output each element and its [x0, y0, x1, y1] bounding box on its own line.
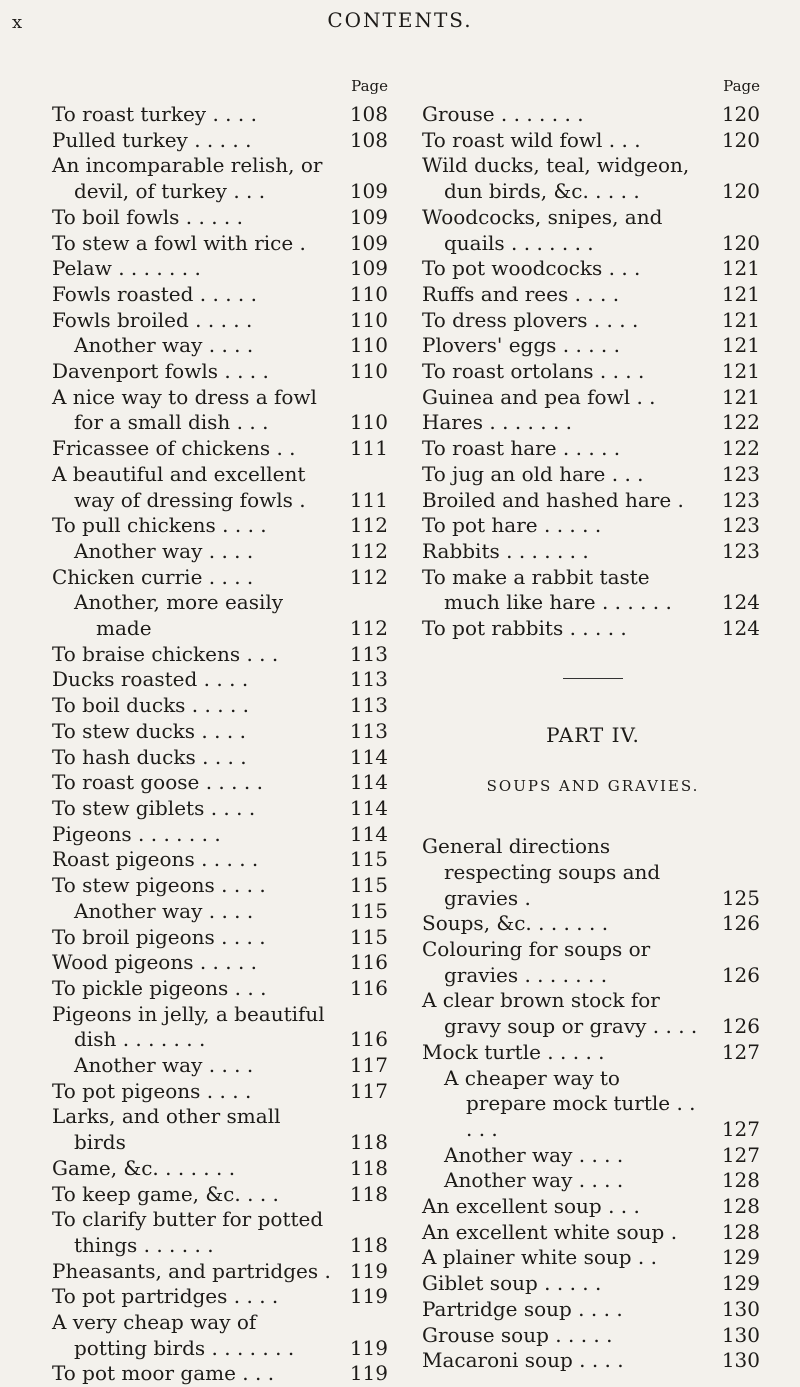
toc-entry	[52, 976, 392, 1002]
entry-title: Macaroni soup . . . .	[422, 1348, 624, 1373]
entry-title: To pot rabbits . . . . .	[422, 616, 627, 641]
entry-page: 116	[349, 1027, 388, 1052]
toc-entry	[422, 102, 764, 128]
entry-title: Fricassee of chickens . .	[52, 436, 296, 461]
entry-title: Giblet soup . . . . .	[422, 1271, 602, 1296]
entry-title: To pot woodcocks . . .	[422, 256, 641, 281]
entry-title: Pulled turkey . . . . .	[52, 127, 252, 152]
toc-entry	[422, 1143, 764, 1169]
entry-page: 112	[349, 513, 388, 538]
entry-title: An incomparable relish, or devil, of turkey . . .	[52, 153, 323, 204]
entry-title: General directions respecting soups and gravies .	[422, 834, 661, 910]
entry-page: 121	[721, 307, 760, 332]
entry-page: 108	[349, 102, 388, 126]
toc-entry	[422, 205, 764, 256]
toc-entry	[422, 282, 764, 308]
entry-title: To stew a fowl with rice .	[52, 230, 306, 255]
entry-title: Guinea and pea fowl . .	[422, 384, 656, 409]
toc-entry	[422, 1066, 764, 1143]
toc-entry	[52, 308, 392, 334]
entry-title: To pot pigeons . . . .	[52, 1078, 252, 1103]
entry-page: 128	[721, 1168, 760, 1193]
toc-entry	[52, 1361, 392, 1387]
entry-page: 123	[721, 538, 760, 563]
entry-page: 115	[349, 898, 388, 923]
entry-title: To pot hare . . . . .	[422, 513, 602, 538]
toc-entry	[52, 1284, 392, 1310]
toc-entry	[422, 911, 764, 937]
entry-title: To clarify butter for potted things . . . . . .	[52, 1207, 324, 1257]
entry-title: A plainer white soup . .	[422, 1245, 657, 1270]
toc-entry	[422, 937, 764, 988]
entry-page: 130	[721, 1348, 760, 1373]
entry-page: 111	[349, 487, 388, 512]
toc-entry	[52, 642, 392, 668]
entry-title: Roast pigeons . . . . .	[52, 847, 259, 872]
toc-entry	[52, 1079, 392, 1105]
entry-title: To pot partridges . . . .	[52, 1284, 279, 1309]
entry-title: A beautiful and excellent way of dressing fowls .	[52, 461, 306, 512]
entry-title: Mock turtle . . . . .	[422, 1039, 605, 1064]
entry-title: Woodcocks, snipes, and quails . . . . . . .	[422, 204, 663, 255]
entry-title: To stew giblets . . . .	[52, 795, 256, 820]
entry-title: Hares . . . . . . .	[422, 410, 573, 435]
entry-page: 113	[349, 693, 388, 718]
toc-entry	[52, 231, 392, 257]
page-number: x	[12, 12, 23, 33]
entry-page: 120	[721, 127, 760, 152]
entry-page: 121	[721, 256, 760, 281]
entry-title: To jug an old hare . . .	[422, 461, 644, 486]
entry-page: 127	[721, 1142, 760, 1167]
toc-entry	[52, 256, 392, 282]
entry-page: 120	[721, 102, 760, 126]
entry-title: To hash ducks . . . .	[52, 744, 247, 769]
entry-page: 120	[721, 230, 760, 255]
entry-title: Partridge soup . . . .	[422, 1296, 623, 1321]
toc-entry	[52, 359, 392, 385]
entry-page: 118	[349, 1232, 388, 1257]
entry-title: Pheasants, and partridges .	[52, 1258, 331, 1283]
entry-title: Pigeons . . . . . . .	[52, 821, 221, 846]
entry-title: An excellent soup . . .	[422, 1194, 640, 1219]
toc-entry	[52, 693, 392, 719]
entry-title: To roast turkey . . . .	[52, 102, 257, 126]
toc-entry	[52, 1259, 392, 1285]
toc-entry	[52, 1002, 392, 1053]
entry-page: 109	[349, 256, 388, 281]
entry-page: 110	[349, 359, 388, 384]
entry-title: Grouse soup . . . . .	[422, 1322, 613, 1347]
entry-title: A cheaper way to prepare mock turtle . . . . .	[444, 1065, 696, 1141]
toc-entry	[52, 719, 392, 745]
entry-title: To braise chickens . . .	[52, 641, 279, 666]
entry-page: 123	[721, 513, 760, 538]
entry-page: 129	[721, 1245, 760, 1270]
entry-page: 116	[349, 950, 388, 975]
toc-entry	[52, 899, 392, 925]
page-label: Page	[351, 77, 388, 95]
toc-entry	[422, 539, 764, 565]
entry-page: 123	[721, 487, 760, 512]
entry-title: To boil ducks . . . . .	[52, 693, 250, 718]
toc-entry	[52, 1053, 392, 1079]
entry-title: A clear brown stock for gravy soup or gravy . . . .	[422, 988, 698, 1039]
entry-title: Chicken currie . . . .	[52, 564, 254, 589]
entry-page: 121	[721, 333, 760, 358]
entry-page: 116	[349, 975, 388, 1000]
entry-title: Fowls roasted . . . . .	[52, 281, 257, 306]
toc-entry	[52, 770, 392, 796]
toc-entry	[52, 128, 392, 154]
toc-entry	[422, 488, 764, 514]
toc-entry	[422, 565, 764, 616]
toc-entry	[422, 462, 764, 488]
entry-title: Davenport fowls . . . .	[52, 359, 269, 384]
entry-page: 130	[721, 1322, 760, 1347]
entry-title: To stew pigeons . . . .	[52, 873, 266, 898]
entry-page: 114	[349, 821, 388, 846]
entry-title: To keep game, &c. . . .	[52, 1181, 279, 1206]
toc-entry	[52, 333, 392, 359]
entry-title: Larks, and other small birds	[52, 1104, 281, 1155]
toc-entry	[52, 1182, 392, 1208]
entry-title: Wild ducks, teal, widgeon, dun birds, &c. . . . .	[422, 153, 690, 204]
toc-entry	[422, 256, 764, 282]
toc-entry	[52, 102, 392, 128]
entry-list	[422, 834, 764, 1374]
toc-entry	[52, 1156, 392, 1182]
entry-title: To pickle pigeons . . .	[52, 975, 267, 1000]
page-title: CONTENTS.	[327, 8, 473, 32]
entry-page: 117	[349, 1053, 388, 1078]
entry-title: To stew ducks . . . .	[52, 718, 246, 743]
entry-page: 129	[721, 1271, 760, 1296]
toc-entry	[422, 1040, 764, 1066]
entry-page: 114	[349, 795, 388, 820]
left-column	[52, 78, 392, 1387]
entry-page: 113	[349, 718, 388, 743]
toc-entry	[422, 1271, 764, 1297]
toc-entry	[422, 1194, 764, 1220]
entry-page: 115	[349, 847, 388, 872]
entry-title: Rabbits . . . . . . .	[422, 538, 589, 563]
entry-title: Another way . . . .	[74, 538, 254, 563]
entry-page: 123	[721, 461, 760, 486]
toc-entry	[422, 333, 764, 359]
entry-page: 118	[349, 1130, 388, 1155]
toc-entry	[422, 436, 764, 462]
toc-entry	[52, 205, 392, 231]
entry-page: 127	[721, 1039, 760, 1064]
entry-title: Fowls broiled . . . . .	[52, 307, 253, 332]
toc-entry	[422, 1245, 764, 1271]
section-divider	[563, 678, 623, 679]
toc-entry	[52, 925, 392, 951]
entry-page: 126	[721, 1014, 760, 1039]
entry-page: 124	[721, 590, 760, 615]
entry-page: 118	[349, 1181, 388, 1206]
entry-page: 109	[349, 204, 388, 229]
entry-page: 121	[721, 359, 760, 384]
entry-title: To pull chickens . . . .	[52, 513, 267, 538]
entry-title: Broiled and hashed hare .	[422, 487, 684, 512]
entry-page: 121	[721, 281, 760, 306]
toc-entry	[52, 667, 392, 693]
toc-entry	[422, 308, 764, 334]
entry-page: 117	[349, 1078, 388, 1103]
entry-title: Another way . . . .	[74, 898, 254, 923]
entry-page: 128	[721, 1219, 760, 1244]
entry-title: To make a rabbit taste much like hare . . . . . .	[422, 564, 672, 615]
entry-page: 126	[721, 962, 760, 987]
entry-title: An excellent white soup .	[422, 1219, 678, 1244]
entry-title: Another, more easily made	[74, 590, 284, 641]
entry-title: Colouring for soups or gravies . . . . . . .	[422, 936, 651, 987]
entry-title: Wood pigeons . . . . .	[52, 950, 258, 975]
entry-page: 110	[349, 281, 388, 306]
entry-title: A very cheap way of potting birds . . . . . . .	[52, 1310, 295, 1360]
entry-page: 110	[349, 333, 388, 358]
part-title: PART IV.	[546, 722, 640, 747]
toc-entry	[52, 796, 392, 822]
entry-list	[52, 102, 392, 1387]
entry-page: 130	[721, 1296, 760, 1321]
toc-entry	[422, 385, 764, 411]
toc-entry	[52, 1310, 392, 1361]
entry-page: 115	[349, 924, 388, 949]
entry-title: Another way . . . .	[74, 333, 254, 358]
entry-title: To roast ortolans . . . .	[422, 359, 645, 384]
entry-page: 119	[349, 1258, 388, 1283]
entry-title: To boil fowls . . . . .	[52, 204, 243, 229]
entry-title: Plovers' eggs . . . . .	[422, 333, 620, 358]
entry-page: 121	[721, 384, 760, 409]
entry-page: 128	[721, 1194, 760, 1219]
entry-page: 119	[349, 1335, 388, 1360]
entry-page: 114	[349, 744, 388, 769]
toc-entry	[52, 565, 392, 591]
entry-page: 120	[721, 179, 760, 204]
entry-title: To dress plovers . . . .	[422, 307, 639, 332]
entry-title: Grouse . . . . . . .	[422, 102, 584, 126]
toc-entry	[52, 847, 392, 873]
toc-entry	[422, 153, 764, 204]
toc-entry	[422, 1220, 764, 1246]
toc-entry	[52, 1207, 392, 1258]
toc-entry	[422, 988, 764, 1039]
entry-title: A nice way to dress a fowl for a small dish . . .	[52, 384, 317, 435]
toc-entry	[422, 410, 764, 436]
toc-entry	[422, 359, 764, 385]
entry-page: 110	[349, 307, 388, 332]
entry-title: Another way . . . .	[444, 1142, 624, 1167]
entry-page: 124	[721, 616, 760, 641]
entry-title: To roast wild fowl . . .	[422, 127, 641, 152]
toc-entry	[52, 282, 392, 308]
entry-page: 126	[721, 911, 760, 936]
entry-title: Pigeons in jelly, a beautiful dish . . . . . . .	[52, 1001, 325, 1052]
entry-page: 122	[721, 436, 760, 461]
entry-page: 114	[349, 770, 388, 795]
entry-page: 122	[721, 410, 760, 435]
toc-entry	[52, 462, 392, 513]
entry-page: 127	[721, 1116, 760, 1141]
entry-title: Ducks roasted . . . .	[52, 667, 249, 692]
entry-title: To pot moor game . . .	[52, 1361, 275, 1386]
toc-entry	[422, 1297, 764, 1323]
page-label: Page	[723, 77, 760, 95]
entry-title: Ruffs and rees . . . .	[422, 281, 620, 306]
entry-page: 109	[349, 230, 388, 255]
entry-page: 125	[721, 885, 760, 910]
entry-title: Another way . . . .	[444, 1168, 624, 1193]
entry-page: 108	[349, 127, 388, 152]
toc-entry	[52, 950, 392, 976]
entry-title: To roast goose . . . . .	[52, 770, 263, 795]
toc-entry	[52, 873, 392, 899]
entry-page: 113	[349, 667, 388, 692]
toc-entry	[422, 834, 764, 911]
toc-entry	[52, 1104, 392, 1155]
toc-entry	[422, 616, 764, 642]
entry-title: Pelaw . . . . . . .	[52, 256, 201, 281]
entry-page: 119	[349, 1284, 388, 1309]
toc-entry	[52, 822, 392, 848]
entry-title: Another way . . . .	[74, 1053, 254, 1078]
entry-page: 118	[349, 1155, 388, 1180]
entry-page: 109	[349, 179, 388, 204]
entry-page: 112	[349, 616, 388, 641]
toc-entry	[52, 539, 392, 565]
entry-page: 111	[349, 436, 388, 461]
entry-page: 115	[349, 873, 388, 898]
toc-entry	[422, 1323, 764, 1349]
entry-page: 113	[349, 641, 388, 666]
entry-list	[422, 102, 764, 642]
toc-entry	[422, 128, 764, 154]
right-column	[422, 78, 764, 1374]
toc-entry	[422, 1348, 764, 1374]
entry-page: 119	[349, 1361, 388, 1386]
entry-title: Soups, &c. . . . . . .	[422, 911, 609, 936]
entry-page: 112	[349, 564, 388, 589]
toc-entry	[422, 1168, 764, 1194]
toc-entry	[52, 153, 392, 204]
toc-entry	[52, 745, 392, 771]
entry-page: 112	[349, 538, 388, 563]
toc-entry	[52, 590, 392, 641]
entry-page: 110	[349, 410, 388, 435]
entry-title: Game, &c. . . . . . .	[52, 1155, 236, 1180]
toc-entry	[52, 513, 392, 539]
toc-entry	[422, 513, 764, 539]
part-subtitle: SOUPS AND GRAVIES.	[486, 777, 700, 796]
toc-entry	[52, 436, 392, 462]
toc-entry	[52, 385, 392, 436]
entry-title: To roast hare . . . . .	[422, 436, 621, 461]
entry-title: To broil pigeons . . . .	[52, 924, 266, 949]
